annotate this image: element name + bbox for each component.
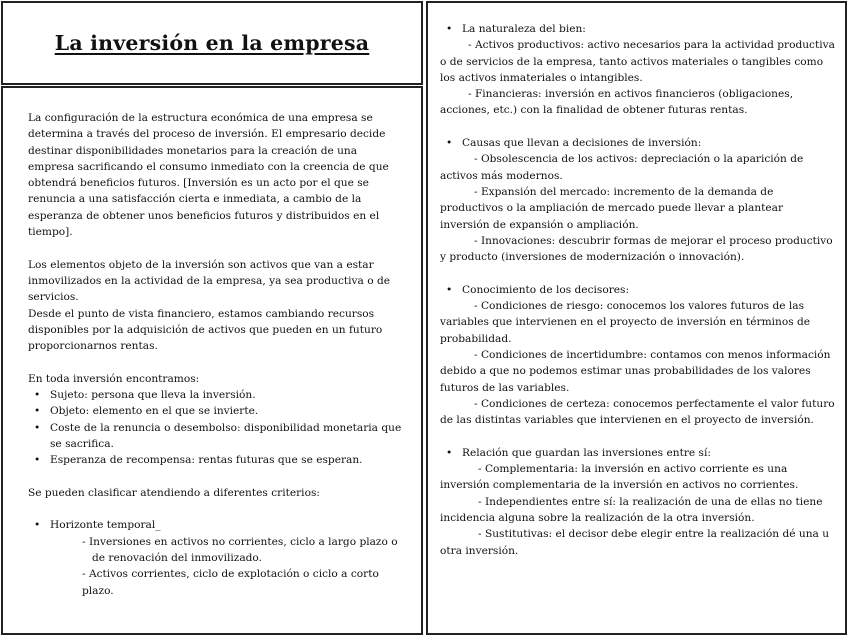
criterion-sub: - Inversiones en activos no corrientes, ciclo a largo plazo o (82, 535, 398, 548)
criterion-detail: - Condiciones de incertidumbre: contamos con menos información debido a que no podemos estimar unas probabilidades de los valores futuros de las variables. (440, 348, 831, 394)
criterion-sub-cont: de renovación del inmovilizado. (92, 552, 262, 565)
list-item: • Esperanza de recompensa: rentas futuras que se esperan. (28, 452, 405, 468)
criterion-detail: - Obsolescencia de los activos: depreciación o la aparición de activos más modernos. (440, 153, 804, 182)
page-title: La inversión en la empresa (54, 31, 370, 55)
criterion-label: Horizonte temporal_ (50, 519, 161, 532)
title-box (1, 1, 423, 85)
right-column (426, 1, 847, 635)
criterion-detail: - Independientes entre sí: la realización de una de ellas no tiene incidencia alguna sobre la realización de la otra inversión. (440, 495, 823, 524)
list-item: • Coste de la renuncia o desembolso: disponibilidad monetaria que se sacrifica. (28, 420, 405, 453)
criterion-heading: • Causas que llevan a decisiones de inversión: (440, 135, 835, 151)
criteria-list-right (440, 282, 835, 298)
criterion-detail: - Complementaria: la inversión en activo corriente es una inversión complementaria de la inversión en activos no corrientes. (440, 463, 799, 492)
criteria-list-right (440, 21, 835, 37)
criterion-heading: • Conocimiento de los decisores: (440, 282, 835, 298)
criteria-heading: Se pueden clasificar atendiendo a diferentes criterios: (28, 486, 320, 499)
criterion-detail: - Condiciones de certeza: conocemos perfectamente el valor futuro de las distintas variables que intervienen en el proyecto de inversión. (440, 397, 835, 427)
elements-paragraph: Los elementos objeto de la inversión son activos que van a estar inmovilizados en la actividad de la empresa, ya sea productiva o de servicios. (28, 258, 391, 304)
list-item: • Objeto: elemento en el que se invierte. (28, 403, 405, 419)
criterion-detail: - Condiciones de riesgo: conocemos los valores futuros de las variables que intervienen en el proyecto de inversión en términos de probabilidad. (440, 300, 811, 345)
criterion-heading: • La naturaleza del bien: (440, 21, 835, 37)
criterion-detail: - Expansión del mercado: incremento de la demanda de productivos o la ampliación de mercado puede llevar a plantear inversión de expansión o ampliación. (440, 185, 784, 231)
criterion-detail: - Financieras: inversión en activos financieros (obligaciones, acciones, etc.) con la finalidad de obtener futuras rentas. (440, 88, 794, 117)
criterion-detail: - Activos productivos: activo necesarios para la actividad productiva o de servicios de la empresa, tanto activos materiales o tangibles como los activos inmateriales o intangibles. (440, 39, 835, 84)
elements-heading: En toda inversión encontramos: (28, 372, 200, 385)
criterion-detail: - Sustitutivas: el decisor debe elegir entre la realización dé una u otra inversión. (440, 528, 830, 557)
elements-list (28, 387, 405, 468)
left-column (1, 86, 423, 635)
criteria-list (28, 517, 405, 598)
criterion-detail: - Innovaciones: descubrir formas de mejorar el proceso productivo y producto (inversiones de modernización o innovación). (440, 234, 833, 264)
list-item: • Sujeto: persona que lleva la inversión. (28, 387, 405, 403)
criterion-heading: • Relación que guardan las inversiones entre sí: (440, 445, 835, 461)
criteria-list-right (440, 445, 835, 461)
criteria-list-right (440, 135, 835, 151)
financial-paragraph: Desde el punto de vista financiero, estamos cambiando recursos disponibles por la adquisición de activos que pueden en un futuro proporcionarnos rentas. (28, 307, 383, 353)
intro-paragraph: La configuración de la estructura económica de una empresa se determina a través del proceso de inversión. El empresario decide destinar disponibilidades monetarios para la creación de una empresa sacrificando el consumo inmediato con la creencia de que obtendrá beneficios futuros. [Inversión es un acto por el que se renuncia a una satisfacción cierta e inmediata, a cambio de la esperanza de obtener unos beneficios futuros y distribuidos en el tiempo]. (28, 112, 389, 239)
criterion-sub: - Activos corrientes, ciclo de explotación o ciclo a corto plazo. (82, 568, 379, 597)
criterion-item (28, 517, 405, 598)
